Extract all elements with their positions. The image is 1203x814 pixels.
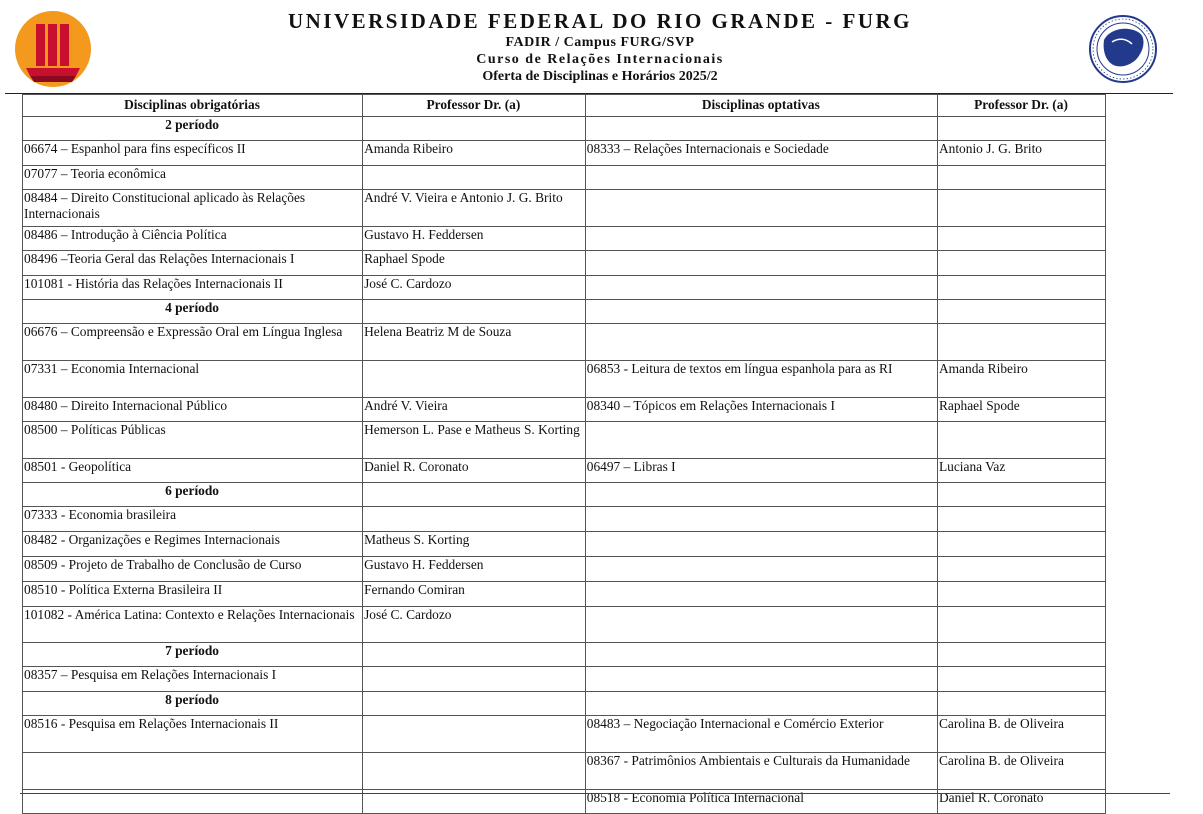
table-row	[23, 190, 1106, 227]
optional-course-cell	[585, 276, 937, 300]
required-course-cell: 08357 – Pesquisa em Relações Internacionais I	[23, 667, 363, 692]
required-course-cell: 08510 - Política Externa Brasileira II	[23, 582, 363, 607]
optional-course-cell: 06497 – Libras I	[585, 459, 937, 483]
table-row	[23, 582, 1106, 607]
period-label: 7 período	[23, 643, 363, 667]
optional-professor-cell	[937, 324, 1105, 361]
required-professor-cell	[363, 643, 586, 667]
optional-course-cell	[585, 227, 937, 251]
optional-course-cell	[585, 607, 937, 643]
table-row	[23, 166, 1106, 190]
required-professor-cell: Hemerson L. Pase e Matheus S. Korting	[363, 422, 586, 459]
university-seal-icon	[1088, 14, 1158, 84]
required-professor-cell: José C. Cardozo	[363, 276, 586, 300]
required-professor-cell: Fernando Comiran	[363, 582, 586, 607]
required-course-cell: 06676 – Compreensão e Expressão Oral em Língua Inglesa	[23, 324, 363, 361]
period-row	[23, 692, 1106, 716]
table-row	[23, 667, 1106, 692]
period-label: 6 período	[23, 483, 363, 507]
required-course-cell: 08484 – Direito Constitucional aplicado às Relações Internacionais	[23, 190, 363, 227]
optional-professor-cell: Daniel R. Coronato	[937, 790, 1105, 814]
optional-course-cell: 08340 – Tópicos em Relações Internacionais I	[585, 398, 937, 422]
required-professor-cell	[363, 667, 586, 692]
required-course-cell: 101082 - América Latina: Contexto e Relações Internacionais	[23, 607, 363, 643]
optional-course-cell	[585, 582, 937, 607]
optional-course-cell: 06853 - Leitura de textos em língua espanhola para as RI	[585, 361, 937, 398]
table-row	[23, 422, 1106, 459]
footer-divider	[20, 793, 1170, 794]
optional-course-cell	[585, 557, 937, 582]
required-professor-cell: André V. Vieira e Antonio J. G. Brito	[363, 190, 586, 227]
optional-professor-cell	[937, 667, 1105, 692]
optional-course-cell	[585, 667, 937, 692]
optional-course-cell	[585, 643, 937, 667]
required-course-cell: 08496 –Teoria Geral das Relações Internacionais I	[23, 251, 363, 276]
optional-course-cell	[585, 422, 937, 459]
required-professor-cell	[363, 692, 586, 716]
university-title: UNIVERSIDADE FEDERAL DO RIO GRANDE - FURG	[287, 9, 913, 33]
optional-course-cell	[585, 324, 937, 361]
required-professor-cell	[363, 483, 586, 507]
optional-professor-cell	[937, 692, 1105, 716]
required-course-cell	[23, 753, 363, 790]
period-row	[23, 643, 1106, 667]
required-course-cell: 08516 - Pesquisa em Relações Internacionais II	[23, 716, 363, 753]
optional-professor-cell: Carolina B. de Oliveira	[937, 753, 1105, 790]
required-professor-cell: José C. Cardozo	[363, 607, 586, 643]
required-professor-cell	[363, 117, 586, 141]
optional-course-cell	[585, 166, 937, 190]
optional-professor-cell	[937, 507, 1105, 532]
period-row	[23, 483, 1106, 507]
optional-professor-cell: Amanda Ribeiro	[937, 361, 1105, 398]
required-professor-cell: Helena Beatriz M de Souza	[363, 324, 586, 361]
optional-professor-cell	[937, 582, 1105, 607]
optional-course-cell: 08483 – Negociação Internacional e Comércio Exterior	[585, 716, 937, 753]
required-course-cell: 07331 – Economia Internacional	[23, 361, 363, 398]
optional-professor-cell	[937, 532, 1105, 557]
required-professor-cell	[363, 300, 586, 324]
period-label: 4 período	[23, 300, 363, 324]
optional-professor-cell	[937, 607, 1105, 643]
offer-title: Oferta de Disciplinas e Horários 2025/2	[482, 69, 718, 84]
optional-course-cell: 08367 - Patrimônios Ambientais e Culturais da Humanidade	[585, 753, 937, 790]
period-label: 8 período	[23, 692, 363, 716]
optional-professor-cell	[937, 643, 1105, 667]
required-professor-cell	[363, 361, 586, 398]
optional-course-cell	[585, 190, 937, 227]
required-course-cell: 101081 - História das Relações Internacionais II	[23, 276, 363, 300]
document-header	[0, 0, 1203, 94]
required-course-cell: 08501 - Geopolítica	[23, 459, 363, 483]
required-course-cell: 06674 – Espanhol para fins específicos II	[23, 141, 363, 166]
period-row	[23, 300, 1106, 324]
optional-professor-cell: Antonio J. G. Brito	[937, 141, 1105, 166]
column-header-optional: Disciplinas optativas	[585, 95, 937, 117]
optional-professor-cell	[937, 251, 1105, 276]
optional-course-cell	[585, 117, 937, 141]
required-professor-cell	[363, 716, 586, 753]
required-course-cell: 08480 – Direito Internacional Público	[23, 398, 363, 422]
course-title: Curso de Relações Internacionais	[476, 52, 724, 67]
optional-course-cell: 08518 - Economia Política Internacional	[585, 790, 937, 814]
optional-course-cell	[585, 532, 937, 557]
table-row	[23, 361, 1106, 398]
table-row	[23, 276, 1106, 300]
table-row	[23, 532, 1106, 557]
header-titles	[200, 8, 1000, 85]
optional-course-cell: 08333 – Relações Internacionais e Sociedade	[585, 141, 937, 166]
column-header-required: Disciplinas obrigatórias	[23, 95, 363, 117]
required-professor-cell: Gustavo H. Feddersen	[363, 557, 586, 582]
table-row	[23, 507, 1106, 532]
table-row	[23, 557, 1106, 582]
required-professor-cell: Gustavo H. Feddersen	[363, 227, 586, 251]
optional-professor-cell: Luciana Vaz	[937, 459, 1105, 483]
table-row	[23, 459, 1106, 483]
table-row	[23, 141, 1106, 166]
column-header-professor: Professor Dr. (a)	[363, 95, 586, 117]
required-course-cell: 08486 – Introdução à Ciência Política	[23, 227, 363, 251]
optional-professor-cell: Raphael Spode	[937, 398, 1105, 422]
required-professor-cell: Daniel R. Coronato	[363, 459, 586, 483]
required-professor-cell	[363, 753, 586, 790]
optional-professor-cell	[937, 483, 1105, 507]
optional-course-cell	[585, 692, 937, 716]
required-professor-cell: Matheus S. Korting	[363, 532, 586, 557]
optional-course-cell	[585, 483, 937, 507]
table-row	[23, 716, 1106, 753]
furg-logo-icon	[14, 10, 92, 88]
required-course-cell: 08482 - Organizações e Regimes Internacionais	[23, 532, 363, 557]
faculty-line: FADIR / Campus FURG/SVP	[505, 35, 695, 50]
required-course-cell: 07077 – Teoria econômica	[23, 166, 363, 190]
required-professor-cell	[363, 166, 586, 190]
required-professor-cell: André V. Vieira	[363, 398, 586, 422]
optional-professor-cell	[937, 422, 1105, 459]
required-course-cell: 07333 - Economia brasileira	[23, 507, 363, 532]
table-row	[23, 398, 1106, 422]
required-professor-cell: Amanda Ribeiro	[363, 141, 586, 166]
optional-professor-cell	[937, 190, 1105, 227]
required-professor-cell	[363, 507, 586, 532]
schedule-table	[22, 94, 1106, 814]
optional-professor-cell: Carolina B. de Oliveira	[937, 716, 1105, 753]
table-row	[23, 607, 1106, 643]
optional-professor-cell	[937, 117, 1105, 141]
optional-professor-cell	[937, 227, 1105, 251]
optional-professor-cell	[937, 166, 1105, 190]
period-label: 2 período	[23, 117, 363, 141]
required-professor-cell: Raphael Spode	[363, 251, 586, 276]
table-row	[23, 227, 1106, 251]
period-row	[23, 117, 1106, 141]
required-course-cell: 08509 - Projeto de Trabalho de Conclusão de Curso	[23, 557, 363, 582]
table-row	[23, 753, 1106, 790]
optional-course-cell	[585, 300, 937, 324]
optional-course-cell	[585, 507, 937, 532]
required-course-cell: 08500 – Políticas Públicas	[23, 422, 363, 459]
table-row	[23, 324, 1106, 361]
optional-professor-cell	[937, 557, 1105, 582]
optional-professor-cell	[937, 276, 1105, 300]
table-row	[23, 251, 1106, 276]
optional-course-cell	[585, 251, 937, 276]
column-header-professor-optional: Professor Dr. (a)	[937, 95, 1105, 117]
table-header-row	[23, 95, 1106, 117]
optional-professor-cell	[937, 300, 1105, 324]
